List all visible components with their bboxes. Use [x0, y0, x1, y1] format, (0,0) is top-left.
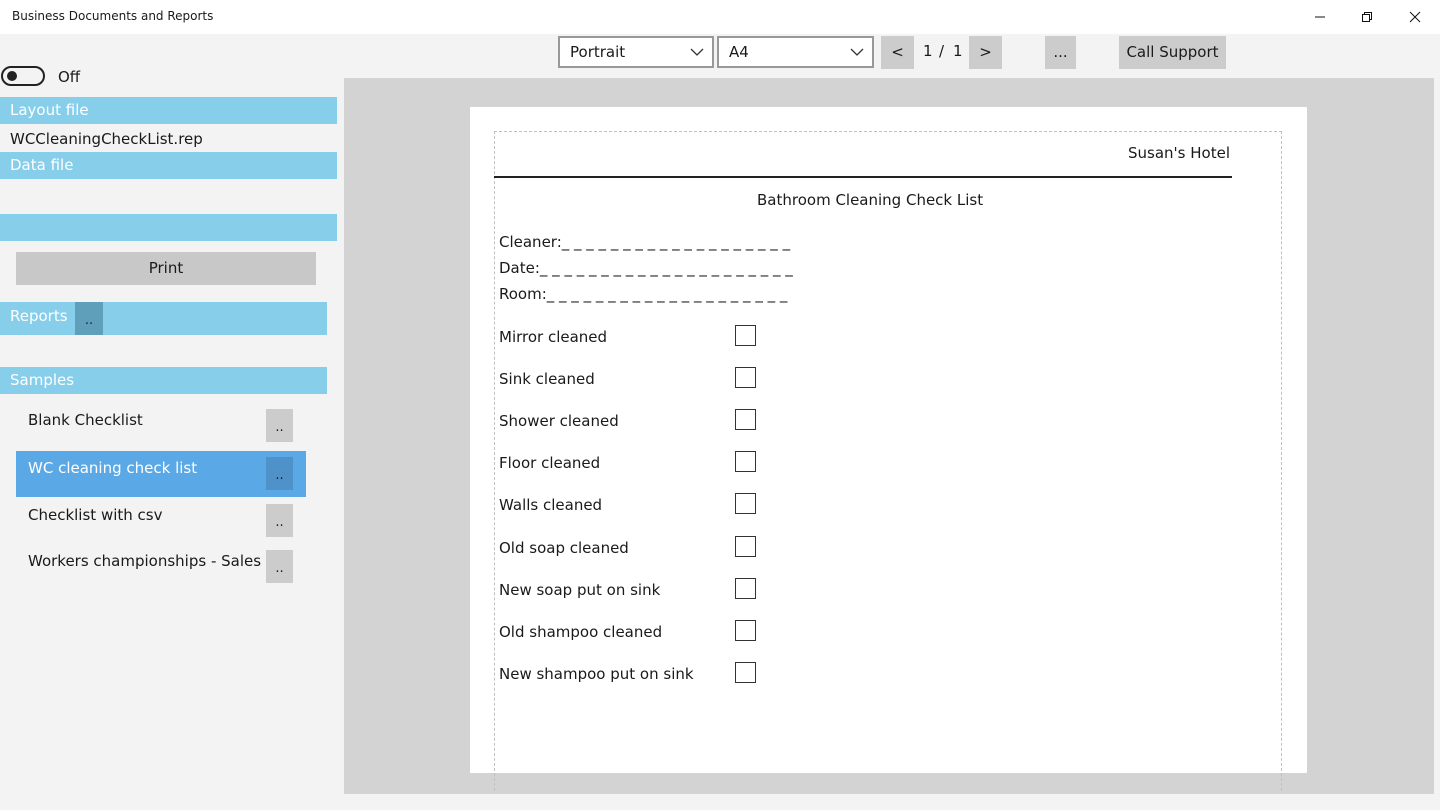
- checklist-checkbox: [735, 536, 756, 557]
- date-field: Date:_ _ _ _ _ _ _ _ _ _ _ _ _ _ _ _ _ _ _ _ _: [499, 259, 793, 277]
- checklist-checkbox: [735, 325, 756, 346]
- orientation-select[interactable]: [558, 36, 714, 68]
- room-field: Room:_ _ _ _ _ _ _ _ _ _ _ _ _ _ _ _ _ _ _ _: [499, 285, 788, 303]
- page-current: 1: [923, 42, 933, 60]
- checklist-item-label: New shampoo put on sink: [499, 665, 694, 683]
- checklist-item-label: Shower cleaned: [499, 412, 619, 430]
- checklist-checkbox: [735, 620, 756, 641]
- data-file-header: Data file: [0, 152, 337, 179]
- document-header-text: Susan's Hotel: [1128, 144, 1230, 162]
- checklist-checkbox: [735, 409, 756, 430]
- sample-label: Blank Checklist: [28, 411, 143, 429]
- viewer-toolbar: [344, 34, 1440, 78]
- checklist-item-label: Mirror cleaned: [499, 328, 608, 346]
- sample-item-workers-championships[interactable]: [16, 544, 306, 590]
- checklist-item-label: Old soap cleaned: [499, 539, 629, 557]
- sample-label: Workers championships - Sales: [28, 552, 262, 570]
- app-title: Business Documents and Reports: [12, 9, 214, 23]
- minimize-button[interactable]: [1297, 0, 1343, 34]
- checklist-checkbox: [735, 493, 756, 514]
- layout-file-header: Layout file: [0, 97, 337, 124]
- checklist-item-label: New soap put on sink: [499, 581, 661, 599]
- page-margin-guide: [494, 131, 1282, 791]
- page-separator: /: [939, 42, 945, 60]
- reports-header: [0, 302, 327, 335]
- prev-page-button[interactable]: <: [881, 36, 914, 69]
- reports-browse-button[interactable]: ..: [75, 302, 103, 335]
- sample-item-blank-checklist[interactable]: [16, 403, 306, 449]
- checklist-item-label: Floor cleaned: [499, 454, 601, 472]
- toggle-switch[interactable]: [1, 66, 45, 86]
- checklist-checkbox: [735, 578, 756, 599]
- checklist-checkbox: [735, 451, 756, 472]
- title-bar: [0, 0, 1440, 34]
- checklist-checkbox: [735, 367, 756, 388]
- cleaner-field: Cleaner:_ _ _ _ _ _ _ _ _ _ _ _ _ _ _ _ _ _ _: [499, 233, 791, 251]
- paper-size-value: A4: [729, 43, 749, 61]
- sample-options-button[interactable]: ..: [266, 504, 293, 537]
- checklist-item-label: Sink cleaned: [499, 370, 595, 388]
- document-viewer[interactable]: [344, 78, 1434, 794]
- restore-icon: [1361, 11, 1373, 23]
- samples-header: Samples: [0, 367, 327, 394]
- close-button[interactable]: [1392, 0, 1438, 34]
- sample-item-checklist-csv[interactable]: [16, 498, 306, 544]
- layout-file-name[interactable]: WCCleaningCheckList.rep: [10, 130, 203, 148]
- sample-item-wc-cleaning[interactable]: [16, 451, 306, 497]
- more-options-button[interactable]: ...: [1045, 36, 1076, 69]
- page-total: 1: [953, 42, 963, 60]
- chevron-down-icon: [850, 38, 864, 66]
- close-icon: [1409, 11, 1421, 23]
- bottom-strip: [0, 794, 1440, 810]
- checklist-checkbox: [735, 662, 756, 683]
- left-panel: [0, 34, 344, 810]
- minimize-icon: [1314, 11, 1326, 23]
- restore-button[interactable]: [1344, 0, 1390, 34]
- sample-label: Checklist with csv: [28, 506, 163, 524]
- next-page-button[interactable]: >: [969, 36, 1002, 69]
- document-title: Bathroom Cleaning Check List: [757, 191, 984, 209]
- call-support-button[interactable]: Call Support: [1119, 36, 1226, 69]
- sample-options-button[interactable]: ..: [266, 409, 293, 442]
- sample-label: WC cleaning check list: [28, 459, 198, 477]
- paper-size-select[interactable]: [717, 36, 874, 68]
- reports-label: Reports: [10, 307, 68, 325]
- toggle-label: Off: [58, 68, 81, 86]
- sample-options-button[interactable]: ..: [266, 550, 293, 583]
- orientation-value: Portrait: [570, 43, 626, 61]
- empty-header-bar: [0, 214, 337, 241]
- checklist-item-label: Old shampoo cleaned: [499, 623, 663, 641]
- toggle-knob: [7, 71, 17, 81]
- document-page: [470, 107, 1307, 773]
- sample-options-button[interactable]: ..: [266, 457, 293, 490]
- chevron-down-icon: [690, 38, 704, 66]
- checklist-item-label: Walls cleaned: [499, 496, 603, 514]
- header-divider: [494, 176, 1232, 178]
- print-button[interactable]: Print: [16, 252, 316, 285]
